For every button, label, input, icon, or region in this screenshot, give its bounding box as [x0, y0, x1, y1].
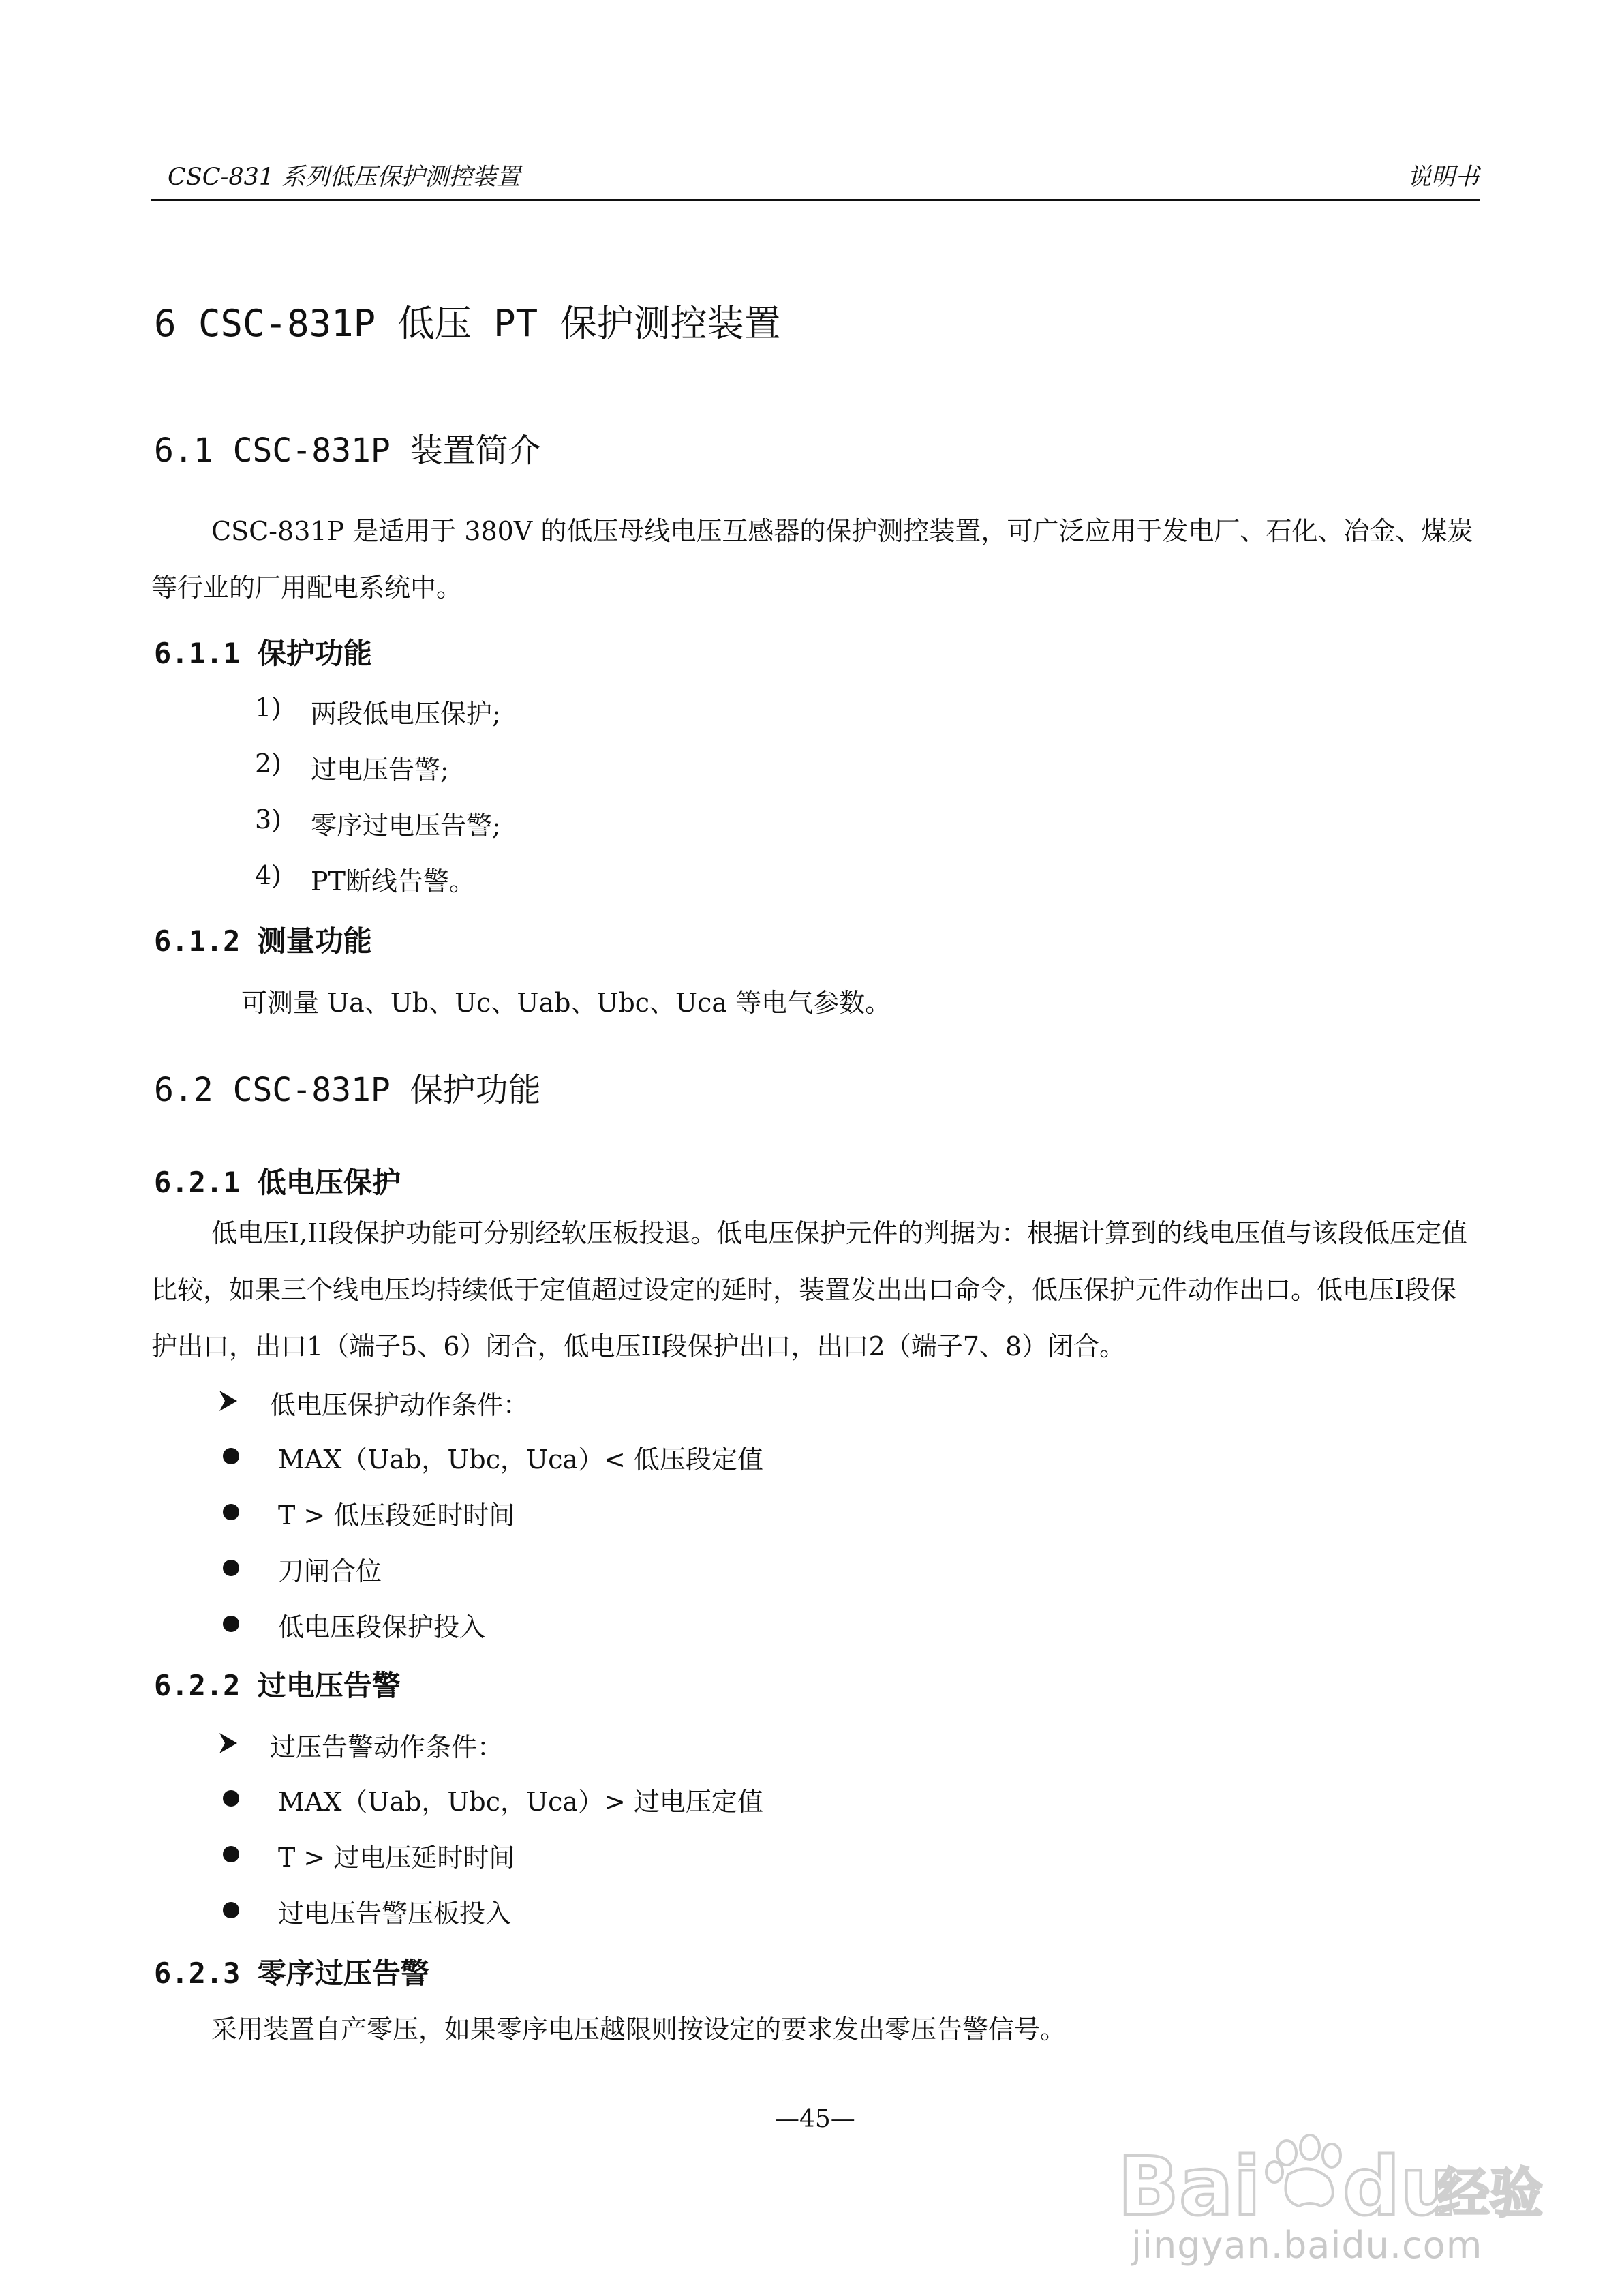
list-item: 过电压告警;: [311, 755, 449, 785]
subsection-6-2-2-title: 6.2.2 过电压告警: [154, 1669, 401, 1702]
header-rule: [151, 199, 1480, 201]
list-item-number: 2): [255, 749, 282, 779]
watermark-url: jingyan.baidu.com: [1131, 2224, 1483, 2267]
page-number: —45—: [775, 2105, 855, 2133]
bullet-icon: [223, 1616, 239, 1632]
zero-sequence-text: 采用装置自产零压，如果零序电压越限则按设定的要求发出零压告警信号。: [211, 2014, 1067, 2044]
arrow-bullet-icon: [218, 1732, 239, 1755]
condition-item: 刀闸合位: [278, 1556, 382, 1586]
list-item: 两段低电压保护;: [311, 699, 501, 729]
running-header-doctype: 说明书: [1407, 164, 1479, 191]
arrow-bullet-icon: [218, 1389, 239, 1413]
list-item-number: 1): [255, 693, 282, 723]
bullet-icon: [223, 1790, 239, 1807]
condition-item: T > 过电压延时时间: [278, 1843, 515, 1873]
list-item-number: 4): [255, 860, 282, 890]
chapter-title: 6 CSC-831P 低压 PT 保护测控装置: [154, 302, 781, 345]
svg-text:Bai: Bai: [1118, 2139, 1261, 2233]
section-6-1-intro: CSC-831P 是适用于 380V 的低压母线电压互感器的保护测控装置，可广泛应用于发电厂、石化、冶金、煤炭等行业的厂用配电系统中。: [151, 516, 1473, 603]
condition-title: 过压告警动作条件：: [270, 1732, 504, 1762]
condition-item: T > 低压段延时时间: [278, 1500, 515, 1530]
list-item: PT断线告警。: [311, 866, 475, 896]
section-6-2-title: 6.2 CSC-831P 保护功能: [154, 1071, 541, 1109]
subsection-6-1-2-title: 6.1.2 测量功能: [154, 924, 372, 958]
undervoltage-paragraph: 低电压I,II段保护功能可分别经软压板投退。低电压保护元件的判据为：根据计算到的线电压值与该段低压定值比较，如果三个线电压均持续低于定值超过设定的延时，装置发出出口命令，低压保护元件动作出口。低电压I段保护出口，出口1（端子5、6）闭合，低电压II段保护出口，出口2（端子7、8）闭合。: [151, 1218, 1468, 1361]
condition-title: 低电压保护动作条件：: [270, 1390, 530, 1420]
baidu-jingyan-logo: [1118, 2127, 1554, 2236]
list-item: 零序过电压告警;: [311, 811, 501, 841]
bullet-icon: [223, 1560, 239, 1576]
svg-text:经验: 经验: [1437, 2163, 1544, 2224]
running-header-title: CSC-831 系列低压保护测控装置: [168, 164, 521, 191]
condition-item: 过电压告警压板投入: [278, 1899, 512, 1929]
bullet-icon: [223, 1902, 239, 1918]
list-item-number: 3): [255, 804, 282, 834]
bullet-icon: [223, 1504, 239, 1520]
svg-text:du: du: [1343, 2139, 1458, 2233]
bullet-icon: [223, 1846, 239, 1862]
subsection-6-1-1-title: 6.1.1 保护功能: [154, 637, 372, 670]
section-6-1-title: 6.1 CSC-831P 装置简介: [154, 432, 541, 470]
condition-item: 低电压段保护投入: [278, 1612, 486, 1642]
condition-item: MAX（Uab，Ubc，Uca）> 过电压定值: [278, 1787, 763, 1817]
condition-item: MAX（Uab，Ubc，Uca）< 低压段定值: [278, 1445, 763, 1475]
subsection-6-2-1-title: 6.2.1 低电压保护: [154, 1166, 401, 1199]
measurement-text: 可测量 Ua、Ub、Uc、Uab、Ubc、Uca 等电气参数。: [241, 988, 891, 1018]
subsection-6-2-3-title: 6.2.3 零序过压告警: [154, 1957, 429, 1990]
bullet-icon: [223, 1448, 239, 1464]
